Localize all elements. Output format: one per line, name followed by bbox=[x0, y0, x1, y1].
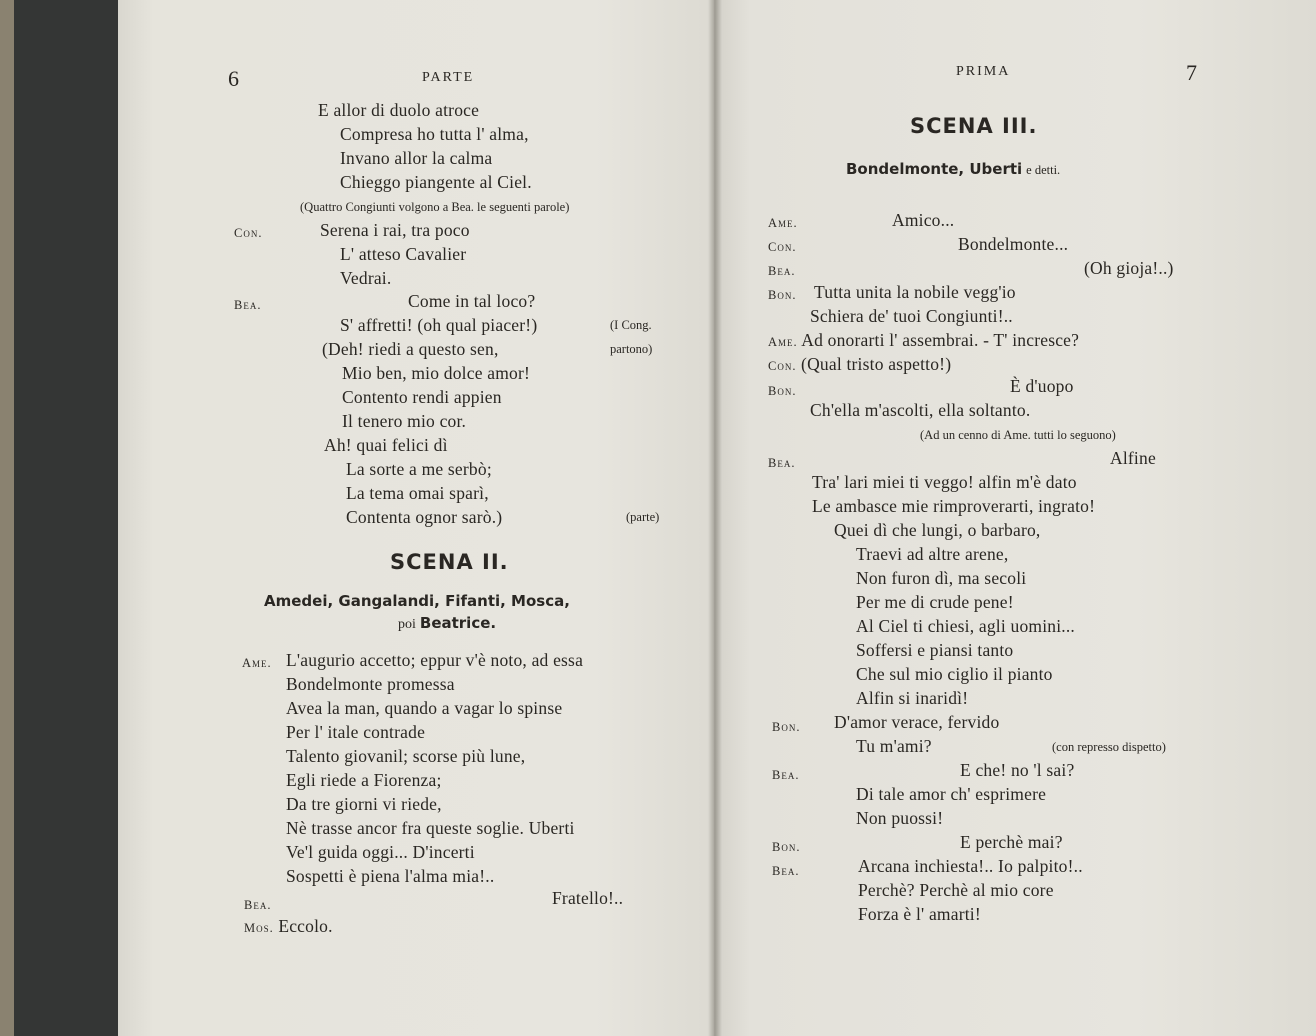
verse-line: Arcana inchiesta!.. Io palpito!.. bbox=[858, 856, 1083, 876]
speaker-label: Ame. bbox=[768, 216, 798, 230]
verse-line bbox=[768, 330, 1079, 351]
stage-direction: partono) bbox=[610, 342, 653, 356]
verse-line: Perchè? Perchè al mio core bbox=[858, 880, 1054, 900]
verse-line: Ch'ella m'ascolti, ella soltanto. bbox=[810, 400, 1031, 420]
cast-list bbox=[846, 160, 1060, 179]
cast-prefix: poi bbox=[398, 617, 416, 632]
verse-line: Come in tal loco? bbox=[408, 291, 536, 311]
verse-line: Mio ben, mio dolce amor! bbox=[342, 363, 531, 383]
running-head: PRIMA bbox=[956, 64, 1011, 79]
verse-line: Fratello!.. bbox=[552, 888, 624, 908]
verse-line: Forza è l' amarti! bbox=[858, 904, 981, 924]
verse-line: E che! no 'l sai? bbox=[960, 760, 1075, 780]
speaker-label: Bon. bbox=[768, 288, 797, 302]
speaker-label: Con. bbox=[768, 240, 797, 254]
speaker-label: Bon. bbox=[772, 720, 801, 734]
scene-title: SCENA III. bbox=[910, 114, 1038, 138]
page-gutter bbox=[708, 0, 722, 1036]
verse-line: L' atteso Cavalier bbox=[340, 244, 467, 264]
verse-line: Alfine bbox=[1110, 448, 1156, 468]
verse-line: E perchè mai? bbox=[960, 832, 1063, 852]
right-page bbox=[714, 0, 1316, 1036]
verse-line: Da tre giorni vi riede, bbox=[286, 794, 442, 814]
cast-suffix: e detti. bbox=[1026, 163, 1061, 177]
verse-line: Tu m'ami? bbox=[856, 736, 932, 756]
speaker-label: Bea. bbox=[772, 768, 800, 782]
verse-line: Tra' lari miei ti veggo! alfin m'è dato bbox=[812, 472, 1077, 492]
speaker-label: Mos. bbox=[244, 921, 274, 935]
cast-list: Amedei, Gangalandi, Fifanti, Mosca, bbox=[264, 592, 570, 610]
verse-line: Egli riede a Fiorenza; bbox=[286, 770, 442, 790]
speaker-label: Bon. bbox=[768, 384, 797, 398]
verse-text: (Qual tristo aspetto!) bbox=[801, 354, 952, 374]
verse-line: L'augurio accetto; eppur v'è noto, ad essa bbox=[286, 650, 584, 670]
speaker-label: Bea. bbox=[234, 298, 262, 312]
speaker-label: Bea. bbox=[244, 898, 272, 912]
verse-line: Schiera de' tuoi Congiunti!.. bbox=[810, 306, 1013, 326]
page-number: 7 bbox=[1186, 60, 1197, 85]
verse-line: Contenta ognor sarò.) bbox=[346, 507, 503, 527]
verse-line: Sospetti è piena l'alma mia!.. bbox=[286, 866, 495, 886]
verse-line: Avea la man, quando a vagar lo spinse bbox=[286, 698, 563, 718]
verse-line: Invano allor la calma bbox=[340, 148, 493, 168]
speaker-label: Bea. bbox=[768, 264, 796, 278]
verse-line: Traevi ad altre arene, bbox=[856, 544, 1009, 564]
stage-direction: (Quattro Congiunti volgono a Bea. le seguenti parole) bbox=[300, 200, 570, 214]
verse-line: Amico... bbox=[892, 210, 955, 230]
verse-line: Contento rendi appien bbox=[342, 387, 502, 407]
book-binding-edge bbox=[0, 0, 14, 1036]
verse-line: Il tenero mio cor. bbox=[342, 411, 467, 431]
verse-line: D'amor verace, fervido bbox=[834, 712, 1000, 732]
verse-line: È d'uopo bbox=[1010, 376, 1074, 396]
verse-line: Quei dì che lungi, o barbaro, bbox=[834, 520, 1041, 540]
stage-direction: (con represso dispetto) bbox=[1052, 740, 1166, 754]
verse-text: Eccolo. bbox=[278, 916, 333, 936]
page-number: 6 bbox=[228, 66, 239, 91]
verse-line: Alfin si inaridì! bbox=[856, 688, 969, 708]
speaker-label: Bea. bbox=[772, 864, 800, 878]
verse-line bbox=[244, 916, 333, 937]
verse-line: La tema omai sparì, bbox=[346, 483, 489, 503]
scene-title: SCENA II. bbox=[390, 550, 509, 574]
verse-line bbox=[768, 354, 951, 375]
verse-line: Talento giovanil; scorse più lune, bbox=[286, 746, 526, 766]
verse-line: Che sul mio ciglio il pianto bbox=[856, 664, 1053, 684]
verse-line: (Oh gioja!..) bbox=[1084, 258, 1174, 278]
verse-line: Ve'l guida oggi... D'incerti bbox=[286, 842, 475, 862]
stage-direction: (parte) bbox=[626, 510, 660, 524]
verse-line: Compresa ho tutta l' alma, bbox=[340, 124, 529, 144]
speaker-label: Con. bbox=[768, 359, 797, 373]
verse-line: Di tale amor ch' esprimere bbox=[856, 784, 1047, 804]
verse-line: Ah! quai felici dì bbox=[324, 435, 448, 455]
verse-line: Non furon dì, ma secoli bbox=[856, 568, 1027, 588]
speaker-label: Ame. bbox=[242, 656, 272, 670]
verse-line: La sorte a me serbò; bbox=[346, 459, 492, 479]
speaker-label: Ame. bbox=[768, 335, 798, 349]
verse-line: E allor di duolo atroce bbox=[318, 100, 480, 120]
verse-line: Vedrai. bbox=[340, 268, 392, 288]
verse-line: Al Ciel ti chiesi, agli uomini... bbox=[856, 616, 1076, 636]
stage-direction: (Ad un cenno di Ame. tutti lo seguono) bbox=[920, 428, 1116, 442]
verse-line: Per l' itale contrade bbox=[286, 722, 426, 742]
verse-line: Non puossi! bbox=[856, 808, 944, 828]
verse-text: Ad onorarti l' assembrai. - T' incresce? bbox=[801, 330, 1080, 350]
speaker-label: Con. bbox=[234, 226, 263, 240]
speaker-label: Bon. bbox=[772, 840, 801, 854]
cast-list bbox=[398, 614, 496, 633]
verse-line: Per me di crude pene! bbox=[856, 592, 1014, 612]
verse-line: Bondelmonte promessa bbox=[286, 674, 455, 694]
verse-line: Tutta unita la nobile vegg'io bbox=[814, 282, 1016, 302]
left-page bbox=[118, 0, 714, 1036]
speaker-label: Bea. bbox=[768, 456, 796, 470]
verse-line: Le ambasce mie rimproverarti, ingrato! bbox=[812, 496, 1096, 516]
running-head: PARTE bbox=[422, 70, 475, 85]
verse-line: (Deh! riedi a questo sen, bbox=[322, 339, 499, 359]
verse-line: S' affretti! (oh qual piacer!) bbox=[340, 315, 538, 335]
cast-name: Beatrice. bbox=[419, 614, 497, 632]
verse-line: Bondelmonte... bbox=[958, 234, 1069, 254]
stage-direction: (I Cong. bbox=[610, 318, 652, 332]
verse-line: Soffersi e piansi tanto bbox=[856, 640, 1014, 660]
verse-line: Serena i rai, tra poco bbox=[320, 220, 470, 240]
book-spine bbox=[14, 0, 120, 1036]
cast-name: Bondelmonte, Uberti bbox=[846, 160, 1023, 178]
verse-line: Chieggo piangente al Ciel. bbox=[340, 172, 532, 192]
verse-line: Nè trasse ancor fra queste soglie. Uberti bbox=[286, 818, 575, 838]
